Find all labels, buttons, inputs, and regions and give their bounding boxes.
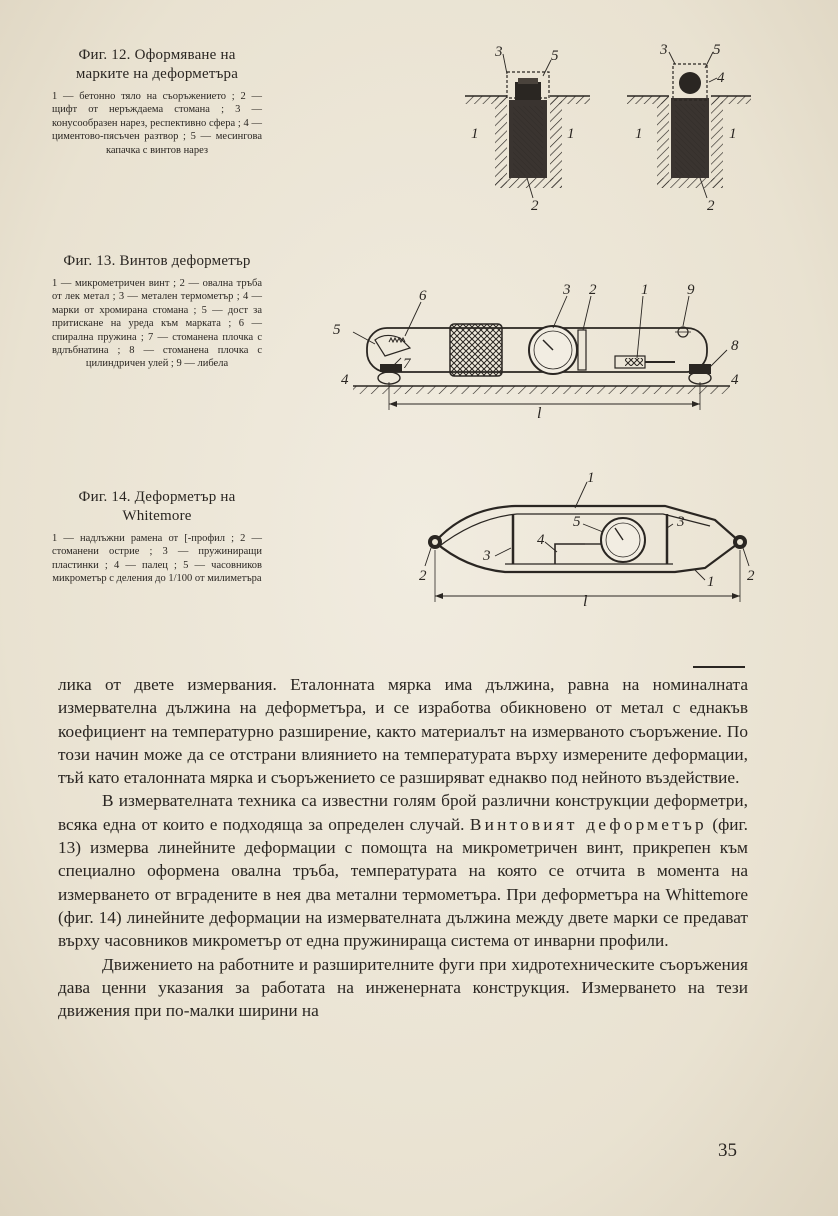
fig13-label-4b: 4: [731, 372, 739, 388]
page-number: 35: [718, 1140, 737, 1161]
fig13-label-1: 1: [641, 282, 649, 298]
fig13-label-2: 2: [589, 282, 597, 298]
fig12-label-1b: 1: [567, 126, 575, 142]
fig12-label-2b: 2: [707, 198, 715, 214]
fig13-label-9: 9: [687, 282, 695, 298]
fig13-label-7: 7: [403, 356, 411, 372]
body-text: [58, 673, 748, 1022]
fig12-legend: 1 — бетонно тяло на съоръжението ; 2 — щифт от неръждаема стомана ; 3 — конусообразен нарез, респективно сфера ; 4 — циментово-пясъчен разтвор ; 5 — месингова капачка с винтов нарез: [52, 91, 262, 156]
fig12-label-1a: 1: [471, 126, 479, 142]
fig14-legend: 1 — надлъжни рамена от [-профил ; 2 — стоманени острие ; 3 — пружиниращи пластинки ; 4 — палец ; 5 — часовников микрометър с деления до 1/100 от милиметъра: [52, 533, 262, 585]
paragraph-2-start: В измервателната техника са известни голям брой различни конструкции деформетри, всяка една от които е подходяща за определен случай.: [58, 791, 748, 834]
fig13-caption: [52, 252, 262, 371]
fig12-label-5a: 5: [551, 48, 559, 64]
fig14-label-5: 5: [573, 514, 581, 530]
paragraph-2-rest: (фиг. 13) измерва линейните деформации с помощта на микрометричен винт, прикрепен към специално оформена овална тръба, температурата на която се отчита в момента на измерването от вградените в нея два метални термометъра. При деформетъра на Whittemore (фиг. 14) линейните деформации на измервателната дължина между двете марки се предават върху часовников микрометър от една пружинираща система от инварни профили.: [58, 814, 748, 951]
fig14-label-2b: 2: [747, 568, 755, 584]
fig12-caption: [52, 46, 262, 157]
paragraph-2: [58, 789, 748, 952]
fig12-label-2a: 2: [531, 198, 539, 214]
paragraph-1: лика от двете измервания. Еталонната мярка има дължина, равна на номиналната измервателна дължина на деформетъра, и се изработва обикновено от метал с еднакъв коефициент на температурно разширение, както материалът на измерваното съоръжение. По този начин може да се отстрани влиянието на температурата върху измерените деформации, тъй като еталонната мярка и съоръжението се разширяват еднакво под нейното въздействие.: [58, 675, 748, 788]
fig12-right-mark: [627, 42, 751, 214]
fig14-drawing: [405, 468, 765, 613]
fig14-title: Фиг. 14. Деформетър на Whitemore: [78, 489, 236, 524]
fig13-label-3: 3: [563, 282, 571, 298]
fig12-label-5b: 5: [713, 42, 721, 58]
fig14-label-1a: 1: [587, 470, 595, 486]
fig13-label-l: l: [537, 405, 542, 420]
fig12-drawing: [455, 38, 755, 218]
fig13-label-8: 8: [731, 338, 739, 354]
fig13-label-5: 5: [333, 322, 341, 338]
fig14-label-l: l: [583, 593, 588, 610]
fig14-label-3a: 3: [677, 514, 685, 530]
fig12-title: Фиг. 12. Оформяване на марките на деформетъра: [75, 47, 239, 82]
fig13-legend: 1 — микрометричен винт ; 2 — овална тръба от лек метал ; 3 — метален термометър ; 4 — марки от хромирана стомана ; 5 — дост за притискане на уреда към марката ; 6 — спирална пружина ; 7 — стоманена плочка с вдлъбнатина ; 8 — стоманена плочка с цилиндричен улей ; 9 — либела: [52, 278, 262, 370]
fig13-title: Фиг. 13. Винтов деформетър: [63, 253, 251, 269]
fig12-label-3b: 3: [660, 42, 668, 58]
margin-rule: [693, 666, 745, 668]
term-screw-deformeter: Винтовият деформетър: [469, 814, 707, 834]
fig14-caption: [52, 488, 262, 586]
fig14-label-2a: 2: [419, 568, 427, 584]
fig13-label-6: 6: [419, 288, 427, 304]
paragraph-3: Движението на работните и разширителните фуги при хидротехническите съоръжения дава ценни указания за работата на инженерната конструкция. Измерването на тези движения при по-малки ширини на: [58, 954, 748, 1021]
fig12-label-3a: 3: [495, 44, 503, 60]
fig12-left-mark: [465, 44, 590, 214]
fig12-label-1c: 1: [635, 126, 643, 142]
fig14-label-1b: 1: [707, 574, 715, 590]
fig13-drawing: [325, 270, 755, 420]
fig12-label-4: 4: [717, 70, 725, 86]
fig14-label-4: 4: [537, 532, 545, 548]
fig12-label-1d: 1: [729, 126, 737, 142]
fig13-label-4a: 4: [341, 372, 349, 388]
fig14-label-3b: 3: [483, 548, 491, 564]
